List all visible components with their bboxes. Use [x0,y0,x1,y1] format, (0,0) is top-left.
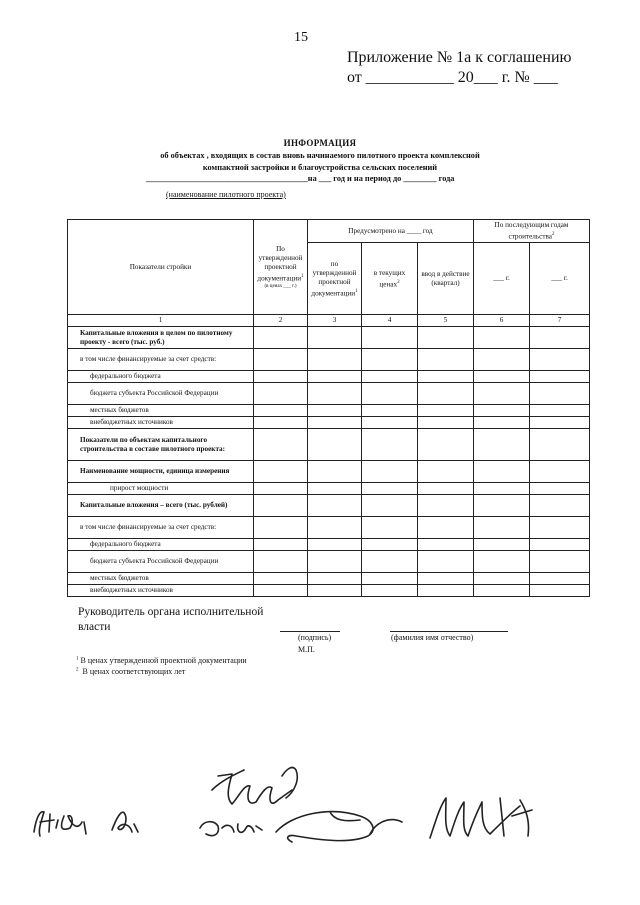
row-label: местных бюджетов [68,405,254,417]
head-of-authority [78,605,263,635]
header-planned-approved: по утвержденной проектной документации$^1$ [308,243,362,315]
handwritten-signatures [0,740,640,860]
document-title: ИНФОРМАЦИЯ [283,138,357,148]
signature-1 [34,812,86,836]
col-number-3: 3 [308,315,362,327]
row-label: в том числе финансируемые за счет средств: [68,349,254,371]
row-label: Наименование мощности, единица измерения [68,461,254,483]
row-label: Капитальные вложения в целом по пилотному проекту - всего (тыс. руб.) [68,327,254,349]
title-line-3: _______________________________________на ___ год и на период до ________ года [146,174,455,183]
appendix-line-2: от ___________ 20___ г. № ___ [347,69,558,86]
signature-caption: (подпись) [298,633,332,642]
header-year-6: ___ г. [474,243,530,315]
head-of-authority-line-1: Руководитель органа исполнительной [78,606,264,618]
row-label: местных бюджетов [68,573,254,585]
info-table [67,219,590,597]
name-caption: (фамилия имя отчество) [391,633,474,642]
row-label: в том числе финансируемые за счет средств: [68,517,254,539]
col-number-1: 1 [68,315,254,327]
header-indicators: Показатели стройки [68,220,254,315]
header-current-prices: в текущих ценах$^2$ [362,243,418,315]
stamp-place: М.П. [298,645,315,654]
row-label: бюджета субъекта Российской Федерации [68,551,254,573]
appendix-line-1: Приложение № 1а к соглашению [347,49,572,66]
signature-3 [200,822,262,836]
header-planned-approved-label: по утвержденной проектной документации [311,259,357,298]
row-label: федерального бюджета [68,539,254,551]
row-label: внебюджетных источников [68,417,254,429]
col-number-7: 7 [530,315,590,327]
header-current-prices-label: в текущих ценах [373,268,406,289]
col-number-2: 2 [254,315,308,327]
signature-6 [430,798,532,838]
col-number-5: 5 [418,315,474,327]
head-of-authority-line-2: власти [78,621,111,633]
row-label: прирост мощности [68,483,254,495]
col-number-6: 6 [474,315,530,327]
row-label: Капитальные вложения – всего (тыс. рублей) [68,495,254,517]
page-number: 15 [294,30,308,45]
col-number-4: 4 [362,315,418,327]
header-next-years-label: По последующим годам строительства [494,221,569,241]
header-year-7: ___ г. [530,243,590,315]
title-line-2: компактной застройки и благоустройства сельских поселений [202,163,438,172]
footnote-1-text: В ценах утвержденной проектной документации [80,656,247,665]
signature-5 [276,812,402,842]
footnote-2-text: В ценах соответствующих лет [82,667,186,676]
project-name-caption: (наименование пилотного проекта) [166,190,286,199]
header-next-years-group: По последующим годам строительства$^2$ [474,220,590,243]
row-label: Показатели по объектам капитального строительства в составе пилотного проекта: [68,429,254,461]
row-label: внебюджетных источников [68,585,254,597]
name-line [390,631,508,632]
header-planned-group: Предусмотрено на ____ год [308,220,474,243]
title-line-1: об объектах , входящих в состав вновь начинаемого пилотного проекта комплексной [160,151,480,160]
row-label: федерального бюджета [68,371,254,383]
header-commissioning: ввод в действие (квартал) [418,243,474,315]
footnote-1: $^1$ В ценах утвержденной проектной документации [76,656,247,665]
row-label: бюджета субъекта Российской Федерации [68,383,254,405]
appendix-header [347,48,571,88]
footnote-2: $^2$ В ценах соответствующих лет [76,667,186,676]
header-approved-docs-note: (в ценах ___ г.) [264,283,297,289]
signature-line [280,631,340,632]
signature-4 [212,768,297,804]
header-approved-docs-label: По утвержденной проектной документации [257,244,303,282]
signature-2 [112,812,138,832]
header-approved-docs: По утвержденной проектной документации$^1$ (в ценах ___ г.) [254,220,308,315]
